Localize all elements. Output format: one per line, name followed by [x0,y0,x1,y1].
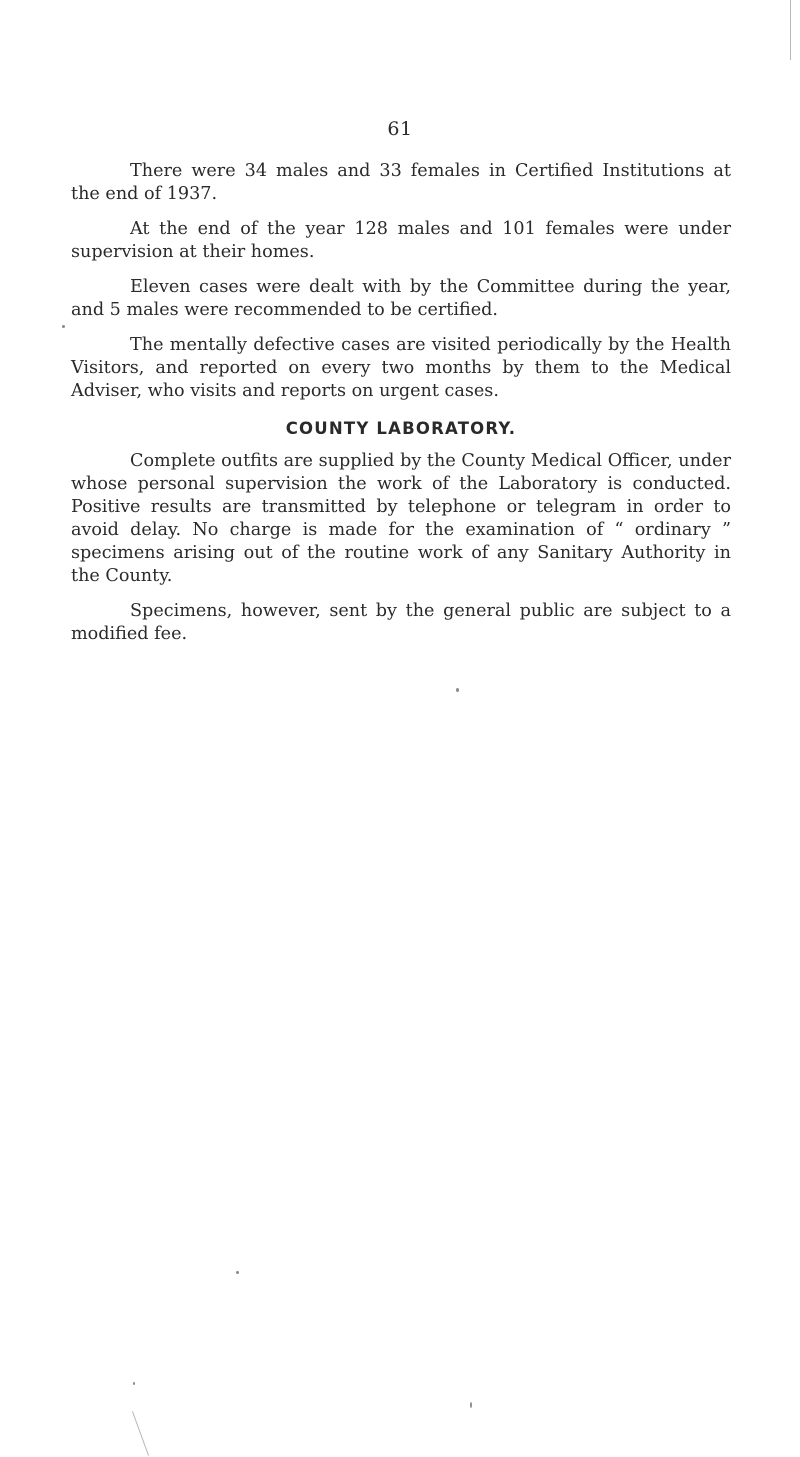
paragraph-committee-cases: Eleven cases were dealt with by the Committee during the year, and 5 males were recommended to be certified. [71,277,731,320]
page-number: 61 [387,118,413,140]
scan-speck [62,325,65,328]
paragraph-certified-institutions: There were 34 males and 33 females in Certified Institutions at the end of 1937. [71,161,731,204]
paragraph-home-supervision: At the end of the year 128 males and 101 females were under supervision at their homes. [71,219,731,262]
scan-speck [456,688,459,692]
scan-speck [470,1402,472,1408]
section-heading: COUNTY LABORATORY. [285,419,517,438]
paragraph-health-visitors: The mentally defective cases are visited periodically by the Health Visitors, and reported on every two months by them to the Medical Adviser, who visits and reports on urgent cases. [71,335,731,401]
paragraph-laboratory-outfits: Complete outfits are supplied by the County Medical Officer, under whose personal supervision the work of the Laboratory is conducted. Positive results are transmitted by telephone or telegram in order to avoid delay. No charge is made for the examination of “ ordinary ” specimens arising out of the routine work of any Sanitary Authority in the County. [71,451,731,586]
scan-edge-line [790,0,791,60]
scan-edge-line [132,1411,149,1456]
scan-speck [133,1382,135,1385]
document-body [71,160,731,658]
paragraph-modified-fee: Specimens, however, sent by the general public are subject to a modified fee. [71,601,731,644]
scan-speck [236,1271,239,1274]
